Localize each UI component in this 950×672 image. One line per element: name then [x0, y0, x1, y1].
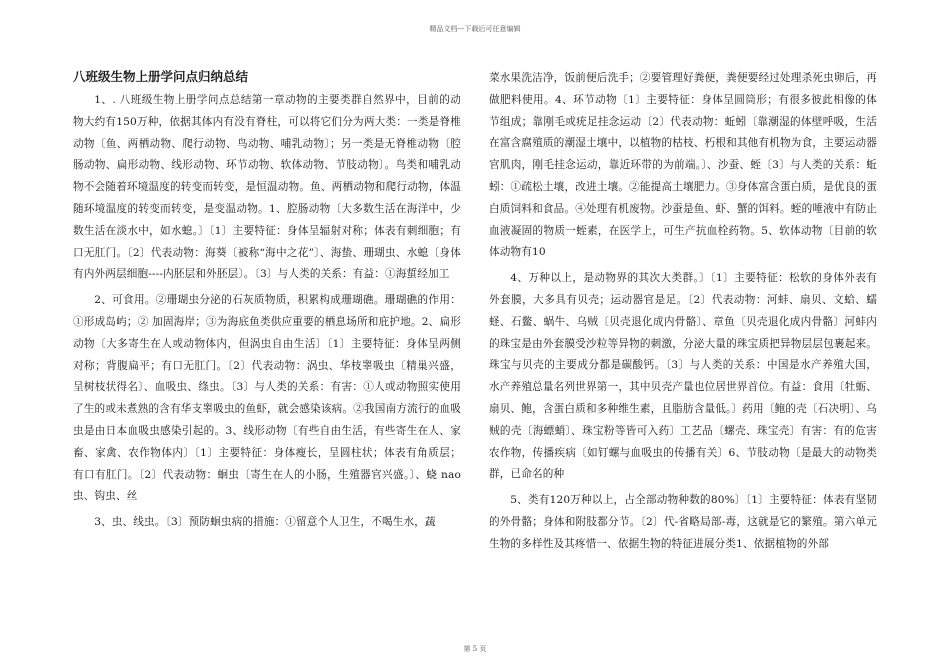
body-paragraph: 2、可食用。②珊瑚虫分泌的石灰质物质，积累构成珊瑚礁。珊瑚礁的作用：①形成岛屿；② 加固海岸；③为海底鱼类供应重要的栖息场所和庇护地。2、扁形动物〔大多寄生在人或动物体内，但涡虫自由生活〕〔1〕主要特征：身体呈两侧对称；背腹扁平；有口无肛门。〔2〕代表动物：涡虫、华枝睾吸虫〔精巢兴盛，呈树枝状得名〕、血吸虫、绦虫。〔3〕与人类的关系：有害：①人或动物照实使用了生的或未煮熟的含有华支睾吸虫的鱼虾，就会感染该病。②我国南方流行的血吸虫是由日本血吸虫感染引起的。3、线形动物〔有些自由生活，有些寄生在人、家畜、家禽、农作物体内〕〔1〕主要特征：身体瘦长，呈圆柱状；体表有角质层；有口有肛门。〔2〕代表动物：蛔虫〔寄生在人的小肠，生殖器官兴盛。〕、蛲 nao 虫、钩虫、丝	[73, 294, 461, 503]
body-paragraph: 4、万种以上，是动物界的其次大类群。〕〔1〕主要特征：松软的身体外表有外套膜，大多具有贝壳；运动器官是足。〔2〕代表动物：河蚌、扇贝、文蛤、蠕蛏、石鳖、蜗牛、乌贼〔贝壳退化成内骨骼〕、章鱼〔贝壳退化成内骨骼〕河蚌内的珠宝是由外套膜受沙粒等异物的刺激，分泌大量的珠宝质把异物层层包裹起来。珠宝与贝壳的主要成分都是碳酸钙。〔3〕与人类的关系：中国是水产养殖大国，水产养殖总量名列世界第一，其中贝壳产量也位居世界首位。有益：食用〔牡蛎、扇贝、鲍，含蛋白质和多种维生素，且脂肪含量低。〕药用〔鲍的壳〔石决明〕、乌贼的壳〔海螵蛸〕、珠宝粉等皆可入药〕工艺品〔螺壳、珠宝壳〕有害：有的危害农作物，传播疾病〔如钉螺与血吸虫的传播有关〕6、节肢动物〔是最大的动物类群，已命名的种	[489, 272, 877, 481]
page-number: 第 5 页	[463, 645, 487, 653]
body-paragraph: 1、. 八班级生物上册学问点总结第一章动物的主要类群自然界中，目前的动物大约有150万种，依据其体内有没有脊柱，可以将它们分为两大类：一类是脊椎动物〔鱼、两栖动物、爬行动物、鸟动物、哺乳动物〕；另一类是无脊椎动物〔腔肠动物、扁形动物、线形动物、环节动物、软体动物、节肢动物〕。鸟类和哺乳动物不会随着环境温度的转变而转变，是恒温动物。鱼、两栖动物和爬行动物，体温随环境温度的转变而转变，是变温动物。1、腔肠动物〔大多数生活在海洋中，少数生活在淡水中，如水螅。〕〔1〕主要特征：身体呈辐射对称；体表有刺细胞；有口无肛门。〔2〕代表动物：海葵〔被称“海中之花”〕、海蛰、珊瑚虫、水螅〔身体有内外两层细胞----内胚层和外胚层〕。〔3〕与人类的关系：有益：①海蜇经加工	[73, 94, 461, 281]
left-column	[73, 68, 461, 634]
body-paragraph: 3、虫、线虫。〔3〕预防蛔虫病的措施：①留意个人卫生，不喝生水，蔬	[94, 516, 436, 529]
right-column	[489, 68, 877, 634]
body-paragraph: 菜水果洗洁净，饭前便后洗手；②要管理好粪便，粪便要经过处理杀死虫卵后，再做肥料使用。4、环节动物〔1〕主要特征：身体呈圆筒形；有很多彼此相像的体节组成；靠刚毛或疣足挂念运动〔2〕代表动物：蚯蚓〔靠潮湿的体壁呼吸，生活在富含腐殖质的潮湿土壤中，以植物的枯枝、朽根和其他有机物为食，主要运动器官肌肉，刚毛挂念运动，靠近环带的为前端。〕、沙蚕、蛭〔3〕与人类的关系：蚯蚓：①疏松土壤，改进土壤。②能提高土壤肥力。③身体富含蛋白质，是优良的蛋白质饲料和食品。④处理有机废物。沙蚕是鱼、虾、蟹的饵料。蛭的唾液中有防止血液凝固的物质一蛭素，在医学上，可生产抗血栓药物。5、软体动物〔目前的软体动物有10	[489, 72, 877, 259]
document-title: 八班级生物上册学问点归纳总结	[73, 69, 249, 84]
body-paragraph: 5、类有120万种以上，占全部动物种数的80%〕〔1〕主要特征：体表有坚韧的外骨骼；身体和附肢都分节。〔2〕代-省略局部-毒，这就是它的繁殖。第六单元生物的多样性及其疼惜一、依据生物的特征进展分类1、依据植物的外部	[489, 494, 877, 550]
page-header: 精品文档---下载后可任意编辑	[429, 25, 521, 33]
